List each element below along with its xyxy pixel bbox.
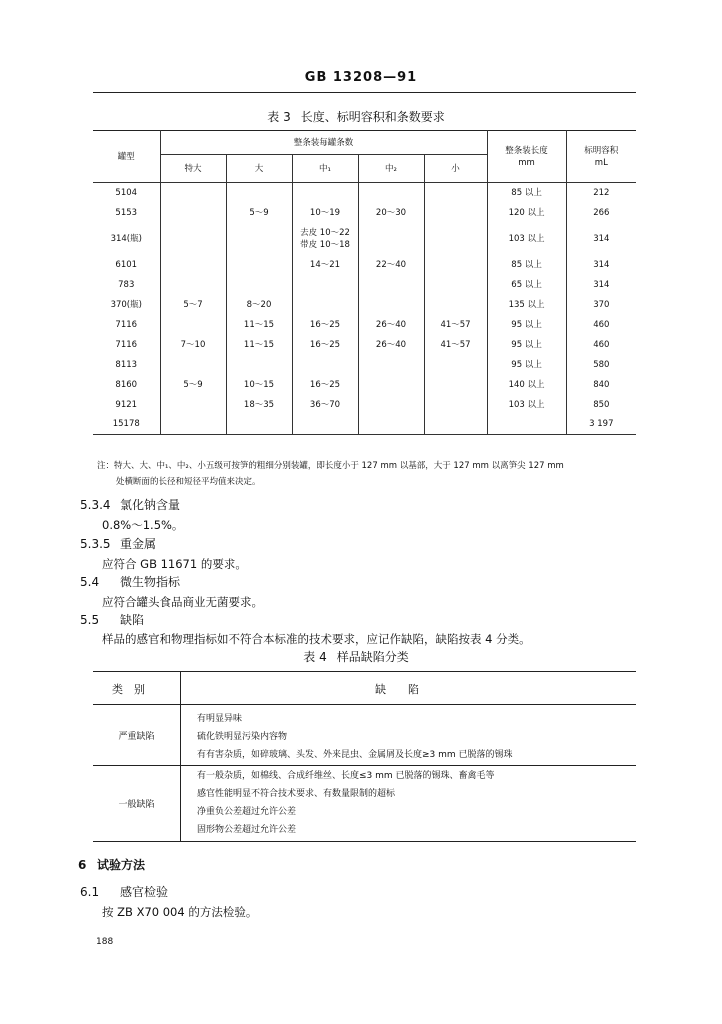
section-5-5-body: 样品的感官和物理指标如不符合本标准的技术要求，应记作缺陷，缺陷按表 4 分类。 <box>102 632 531 646</box>
col-size-m1: 中₁ <box>292 155 358 183</box>
standard-number-header: GB 13208—91 <box>304 70 418 85</box>
table4-bottom-rule <box>93 841 636 842</box>
section-5-4-body: 应符合罐头食品商业无菌要求。 <box>102 595 263 609</box>
list-item: 硫化铁明显污染内容物 <box>197 732 288 742</box>
col-can-type: 罐型 <box>93 131 160 183</box>
table4-top-rule <box>93 671 636 672</box>
table-row: 8160 5～9 10～15 16～25 140 以上 840 <box>93 375 636 395</box>
table-row: 7116 11～15 16～25 26～40 41～57 95 以上 460 <box>93 315 636 335</box>
section-5-5-heading: 5.5 缺陷 <box>80 613 145 627</box>
section-6-heading: 6 试验方法 <box>78 858 146 872</box>
col-volume-header: 标明容积 mL <box>566 131 636 183</box>
list-item: 固形物公差超过允许公差 <box>197 825 297 835</box>
table3 <box>93 130 636 435</box>
table3-title: 长度、标明容积和条数要求 <box>300 110 445 124</box>
section-6-1-heading: 6.1 感官检验 <box>80 885 169 899</box>
note-line-1: 注：特大、大、中₁、中₂、小五级可按笋的粗细分别装罐，即长度小于 127 mm 以基部，大于 127 mm 以离笋尖 127 mm <box>97 461 564 471</box>
table-row: 7116 7～10 11～15 16～25 26～40 41～57 95 以上 460 <box>93 335 636 355</box>
table4-number: 表 4 <box>303 650 327 664</box>
section-6-1-body: 按 ZB X70 004 的方法检验。 <box>102 905 258 919</box>
table-row: 8113 95 以上 580 <box>93 355 636 375</box>
table-row: 370(瓶) 5～7 8～20 135 以上 370 <box>93 295 636 315</box>
table4-col-defect: 缺 陷 <box>375 683 419 696</box>
table-row: 783 65 以上 314 <box>93 275 636 295</box>
list-item: 有一般杂质，如棉线、合成纤维丝、长度≤3 mm 已脱落的锡珠、畜禽毛等 <box>197 771 495 781</box>
severe-defect-label: 严重缺陷 <box>118 732 155 742</box>
section-5-3-5-body: 应符合 GB 11671 的要求。 <box>102 557 247 571</box>
section-5-3-4-heading: 5.3.4 氯化钠含量 <box>80 498 181 512</box>
table-row: 314(瓶) 去皮 10～22 带皮 10～18 103 以上 314 <box>93 223 636 255</box>
table4-header-rule <box>93 704 636 705</box>
table4-title: 样品缺陷分类 <box>336 650 409 664</box>
table-row: 5153 5～9 10～19 20～30 120 以上 266 <box>93 203 636 223</box>
table3-caption <box>0 108 722 125</box>
general-defect-label: 一般缺陷 <box>118 800 155 810</box>
note-line-2: 处横断面的长径和短径平均值来决定。 <box>116 477 261 487</box>
table-row: 15178 3 197 <box>93 415 636 435</box>
table3-number: 表 3 <box>267 110 291 124</box>
table4-column-divider <box>180 671 181 841</box>
list-item: 有明显异味 <box>197 714 243 724</box>
list-item: 感官性能明显不符合技术要求、有数量限制的超标 <box>197 789 396 799</box>
col-size-xl: 特大 <box>160 155 226 183</box>
page-number: 188 <box>96 937 114 947</box>
list-item: 有有害杂质，如碎玻璃、头发、外来昆虫、金属屑及长度≥3 mm 已脱落的锡珠 <box>197 750 513 760</box>
section-5-4-heading: 5.4 微生物指标 <box>80 575 181 589</box>
table4-caption <box>0 648 722 665</box>
header-rule <box>93 92 636 93</box>
col-size-l: 大 <box>226 155 292 183</box>
table4-col-category: 类 别 <box>112 683 145 696</box>
table-row: 6101 14～21 22～40 85 以上 314 <box>93 255 636 275</box>
list-item: 净重负公差超过允许公差 <box>197 807 297 817</box>
col-group-header: 整条装每罐条数 <box>160 131 487 155</box>
section-5-3-5-heading: 5.3.5 重金属 <box>80 537 157 551</box>
section-5-3-4-body: 0.8%～1.5%。 <box>102 518 184 532</box>
col-size-s: 小 <box>424 155 487 183</box>
table-row: 5104 85 以上 212 <box>93 183 636 203</box>
col-size-m2: 中₂ <box>358 155 424 183</box>
table-row: 9121 18～35 36～70 103 以上 850 <box>93 395 636 415</box>
table4-row-separator <box>93 765 636 766</box>
table3-note <box>97 458 642 490</box>
col-length-header: 整条装长度 mm <box>487 131 566 183</box>
